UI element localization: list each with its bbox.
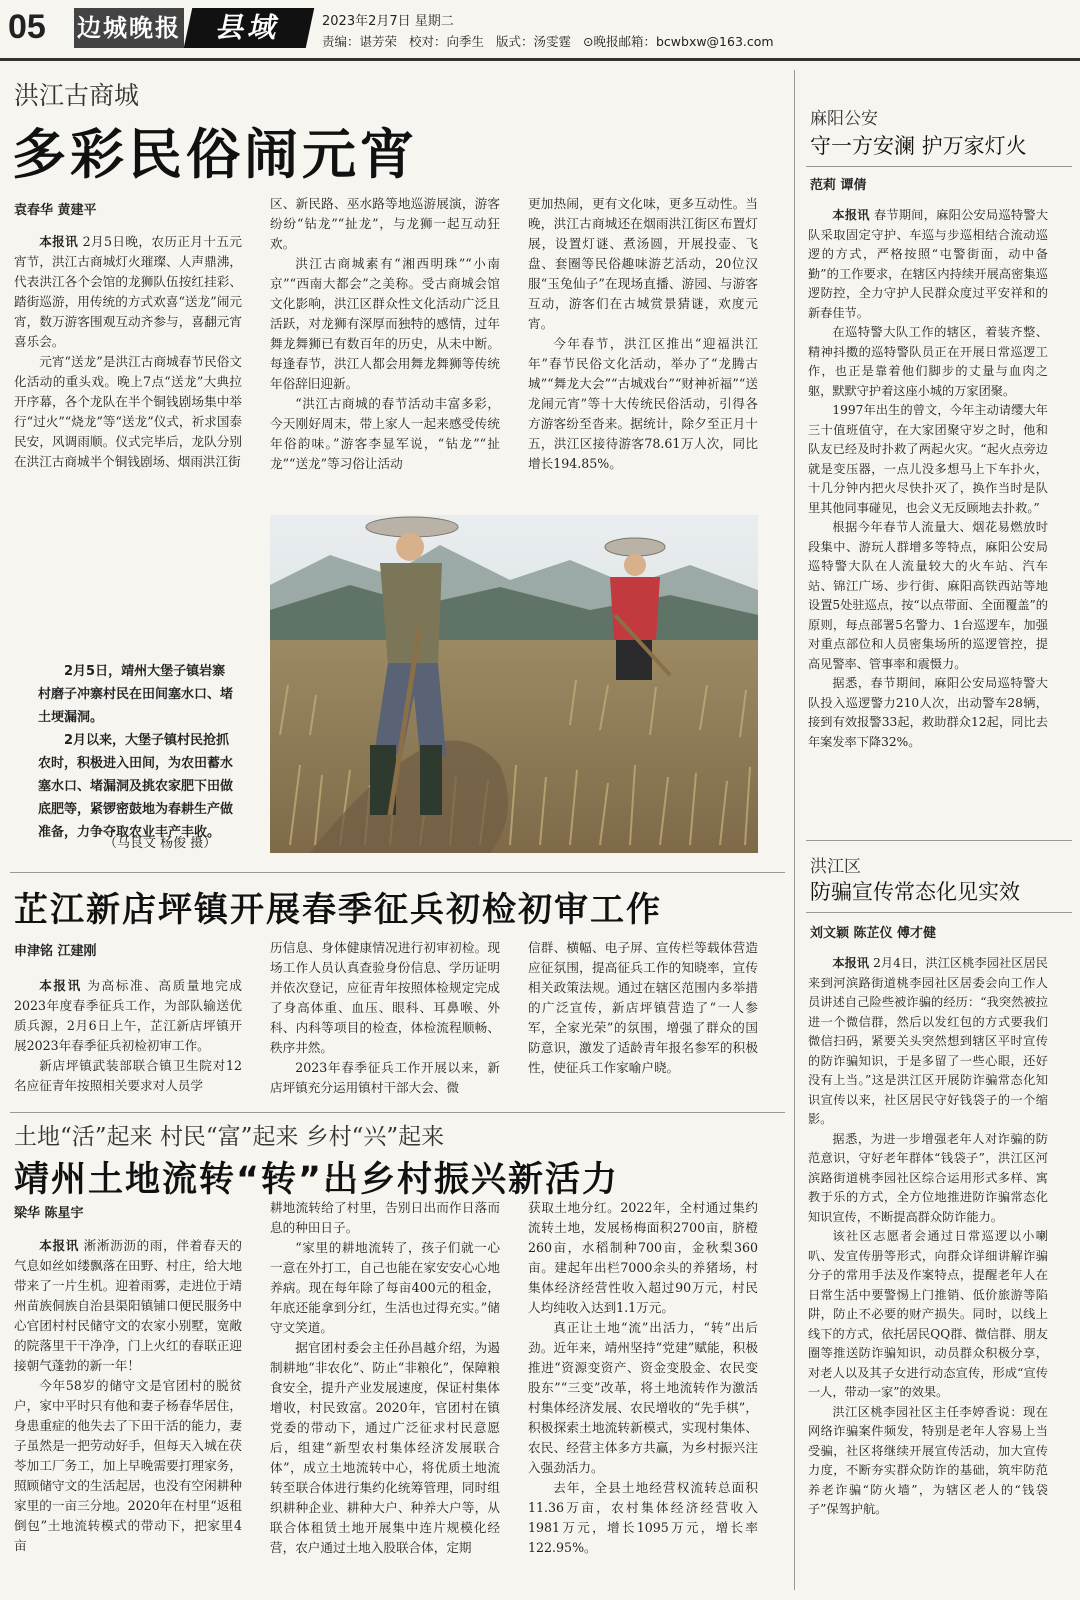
paragraph-text: 新店坪镇武装部联合镇卫生院对12名应征青年按照相关要求对人员学 [14,1058,242,1093]
article3-col1 [14,1236,242,1556]
article2-headline: 芷江新店坪镇开展春季征兵初检初审工作 [14,890,662,930]
article2-rule [10,872,785,873]
photo-caption-2: 2月以来，大堡子镇村民抢抓农时，积极进入田间，为农田蓄水塞水口、堵漏洞及挑农家肥下田做底肥等，紧锣密鼓地为春耕生产做准备，力争夺取农业丰产丰收。 [38,733,234,840]
article1-byline: 袁春华 黄建平 [14,203,97,218]
paragraph [270,1058,500,1098]
paragraph [14,352,242,472]
paragraph [528,334,758,474]
proofreader: 校对：向季生 [409,34,485,49]
section-name: 县域 [184,8,315,48]
staff-line [322,32,782,50]
paragraph-text: 据悉，春节期间，麻阳公安局巡特警大队投入巡逻警力210人次，出动警车28辆，接到有效报警33起，救助群众12起，同比去年案发率下降32%。 [808,676,1048,749]
editor: 责编：谌芳荣 [322,34,398,49]
photo-caption-1: 2月5日，靖州大堡子镇岩寨村磨子冲寨村民在田间塞水口、堵土埂漏洞。 [38,664,234,725]
paragraph-text: 耕地流转给了村里，告别日出而作日落而息的种田日子。 [270,1200,500,1235]
paragraph [808,954,1048,1130]
paragraph [270,938,500,1058]
paragraph [270,254,500,394]
paragraph [528,1478,758,1558]
right2-rule [806,912,1072,913]
paragraph [14,232,242,352]
paragraph-text: 在巡特警大队工作的辖区，着装齐整、精神抖擞的巡特警队员正在开展日常巡逻工作，也正是靠着他们脚步的丈量与血肉之躯，默默守护着这座小城的万家团聚。 [808,325,1048,398]
right1-rule [806,166,1072,167]
paragraph [808,1403,1048,1520]
paragraph [270,194,500,254]
paragraph-text: 据官团村委会主任孙昌越介绍，为遏制耕地“非农化”、防止“非粮化”，保障粮食安全，提升产业发展速度，保证村集体增收，村民致富。2020年，官团村在镇党委的带动下，通过广泛征求村民意愿后，组建“新型农村集体经济发展联合体”，成立土地流转中心，将优质土地流转至联合体进行集约化统筹管理，同时组织耕种企业、耕种大户、种养大户等，从联合体租赁土地开展集中连片规模化经营，农户通过土地入股联合体，定期 [270,1340,500,1555]
lead-label: 本报讯 [39,1238,79,1253]
paragraph [14,1236,242,1376]
paragraph-text: 元宵“送龙”是洪江古商城春节民俗文化活动的重头戏。晚上7点“送龙”大典拉开序幕，各个龙队在半个铜钱剧场集中举行“过火”“烧龙”等“送龙”仪式，祈求国泰民安，风调雨顺。仪式完毕后，龙队分别在洪江古商城半个铜钱剧场、烟雨洪江街 [14,354,242,469]
lead-label: 本报讯 [39,234,79,249]
article1-col3 [528,194,758,474]
paragraph-text: 去年，全县土地经营权流转总面积11.36万亩，农村集体经济经营收入1981万元，增长1095万元，增长率122.95%。 [528,1480,758,1555]
article3-headline: 靖州土地流转“转”出乡村振兴新活力 [14,1160,620,1200]
paragraph [528,1318,758,1478]
paragraph-text: 淅淅沥沥的雨，伴着春天的气息如丝如缕飘落在田野、村庄，给大地带来了一片生机。迎着雨雾，走进位于靖州苗族侗族自治县渠阳镇铺口便民服务中心官团村村民储守文的农家小别墅，宽敞的院落里干干净净，门上火红的春联正迎接朝气蓬勃的新一年！ [14,1238,242,1373]
paragraph-text: 获取土地分红。2022年，全村通过集约流转土地，发展杨梅面积2700亩，脐橙260亩，水稻制种700亩，金秋梨360亩。建起年出栏7000余头的养猪场，村集体经济经营性收入超过90万元，村民人均纯收入达到1.1万元。 [528,1200,758,1315]
paragraph-text: 1997年出生的曾文，今年主动请缨大年三十值班值守，在大家团聚守岁之时，他和队友已经及时扑救了两起火灾。“起火点旁边就是变压器，一点儿没多想马上下车扑火，十几分钟内把火尽快扑灭了，换作当时是队里其他同事碰见，也会义无反顾地去扑救。” [808,403,1048,515]
page-number: 05 [8,8,46,46]
paragraph-text: 真正让土地“流”出活力，“转”出后劲。近年来，靖州坚持“党建”赋能，积极推进“资源变资产、资金变股金、农民变股东”“三变”改革，将土地流转作为激活村集体经济发展、农民增收的“先手棋”，积极探索土地流转新模式，实现村集体、农民、经营主体多方共赢，为乡村振兴注入强劲活力。 [528,1320,758,1475]
paragraph-text: “家里的耕地流转了，孩子们就一心一意在外打工，自己也能在家安安心心地养病。现在每年除了每亩400元的租金，年底还能拿到分红，生活也过得充实。”储守文笑道。 [270,1240,500,1335]
designer: 版式：汤雯霆 [496,34,572,49]
paragraph-text: 该社区志愿者会通过日常巡逻以小喇叭、发宣传册等形式，向群众详细讲解诈骗分子的常用手法及作案特点，提醒老年人在日常生活中要警惕上门推销、低价旅游等陷阱，防止不必要的财产损失。同时，以线上线下的方式，依托居民QQ群、微信群、朋友圈等推送防诈骗知识，动员群众积极分享，对老人以及其子女进行动态宣传，形成“宣传一人，带动一家”的效果。 [808,1229,1048,1399]
column-divider [794,70,795,1590]
paragraph-text: 更加热闹，更有文化味，更多互动性。当晚，洪江古商城还在烟雨洪江街区布置灯展，设置灯谜、煮汤圆，开展投壶、飞盘、套圈等民俗趣味游艺活动，20位汉服“玉兔仙子”在现场直播、游园、与游客互动，游客们在古城赏景猜谜，欢度元宵。 [528,196,758,331]
paragraph [808,206,1048,323]
paragraph-text: 洪江古商城素有“湘西明珠”“小南京”“西南大都会”之美称。受古商城会馆文化影响，洪江区群众性文化活动广泛且活跃，对龙狮有深厚而独特的感情，过年舞龙舞狮已有数百年的历史，从未中断。每逢春节，洪江人都会用舞龙舞狮等传统年俗辞旧迎新。 [270,256,500,391]
right2-byline: 刘文颖 陈芷仪 傅才健 [810,926,937,941]
right2-kicker: 洪江区 [810,857,861,877]
right2-headline: 防骗宣传常态化见实效 [810,880,1020,904]
paragraph-text: 为高标准、高质量地完成2023年度春季征兵工作，为部队输送优质兵源，2月6日上午，芷江新店坪镇开展2023年春季征兵初检初审工作。 [14,978,242,1053]
paragraph-text: 今年春节，洪江区推出“迎福洪江年”春节民俗文化活动，举办了“龙腾古城”“舞龙大会”“古城戏台”“财神祈福”“送龙闹元宵”等十大传统民俗活动，引得各方游客纷至沓来。据统计，除夕至正月十五，洪江区接待游客78.61万人次，同比增长194.85%。 [528,336,758,471]
right1-body [808,206,1048,752]
article1-headline: 多彩民俗闹元宵 [12,123,418,186]
paragraph [14,976,242,1056]
article1-col2 [270,194,500,474]
paragraph [528,194,758,334]
article2-byline: 申津铭 江建刚 [14,944,97,959]
paragraph-text: 据悉，为进一步增强老年人对诈骗的防范意识，守好老年群体“钱袋子”，洪江区河滨路街道桃李园社区综合运用形式多样、寓教于乐的方式，全方位地推进防诈骗常态化知识宣传，不断提高群众防诈能力。 [808,1131,1048,1224]
right1-kicker: 麻阳公安 [810,109,878,129]
paragraph [270,1238,500,1338]
paper-name: 边城晚报 [74,8,184,48]
article1-col1 [14,232,242,472]
article3-byline: 梁华 陈星宇 [14,1206,84,1221]
lead-label: 本报讯 [832,208,870,222]
article2-col1 [14,976,242,1096]
photo-caption [38,660,234,844]
article3-kicker: 土地“活”起来 村民“富”起来 乡村“兴”起来 [14,1124,445,1150]
farm-photo [270,515,758,853]
article3-col3 [528,1198,758,1558]
article3-col2 [270,1198,500,1558]
paragraph-text: 根据今年春节人流量大、烟花易燃放时段集中、游玩人群增多等特点，麻阳公安局巡特警大队在人流量较大的火车站、汽车站、锦江广场、步行街、麻阳高铁西站等地设置5处驻巡点，按“以点带面、全面覆盖”的原则，每点部署5名警力、1台巡逻车，加强对重点部位和人员密集场所的巡逻管控，提高见警率、管事率和震慑力。 [808,520,1048,671]
paragraph [808,1130,1048,1228]
email: ⊙晚报邮箱：bcwbxw@163.com [583,34,774,49]
paragraph-text: 2月4日，洪江区桃李园社区居民来到河滨路街道桃李园社区居委会向工作人员讲述自己险些被诈骗的经历：“我突然被拉进一个微信群，然后以发红包的方式要我们微信扫码，紧要关头突然想到辖区平时宣传的防诈骗知识，于是多留了一些心眼，还好没有上当。”这是洪江区开展防诈骗常态化知识宣传以来，社区居民守好钱袋子的一个缩影。 [808,956,1048,1126]
lead-label: 本报讯 [832,956,870,970]
article1-kicker: 洪江古商城 [14,81,140,110]
masthead-rule [0,58,1080,61]
article2-col3 [528,938,758,1078]
paragraph-text: 洪江区桃李园社区主任李婷香说：现在网络诈骗案件频发，特别是老年人容易上当受骗，社区将继续开展宣传活动，加大宣传力度，不断夯实群众防诈的基础，筑牢防范养老诈骗“防火墙”，为辖区老人的“钱袋子”保驾护航。 [808,1404,1048,1516]
right2-body [808,954,1048,1520]
paragraph-text: 春节期间，麻阳公安局巡特警大队采取固定守护、车巡与步巡相结合流动巡逻的方式，严格按照“屯警街面，动中备勤”的工作要求，在辖区内持续开展高密集巡逻防控，全力守护人民群众度过平安祥和的新春佳节。 [808,208,1049,320]
paragraph [808,323,1048,401]
paragraph [14,1056,242,1096]
lead-label: 本报讯 [39,978,82,993]
paragraph-text: 区、新民路、巫水路等地巡游展演，游客纷纷“钻龙”“扯龙”，与龙狮一起互动狂欢。 [270,196,500,251]
paragraph [270,394,500,474]
paragraph [270,1338,500,1558]
paragraph [808,518,1048,674]
masthead [0,0,1080,64]
paragraph [14,1376,242,1556]
right1-headline: 守一方安澜 护万家灯火 [810,134,1027,158]
paragraph-text: 2月5日晚，农历正月十五元宵节，洪江古商城灯火璀璨、人声鼎沸，代表洪江各个会馆的龙狮队伍按红挂彩、踏街巡游，用传统的方式欢喜“送龙”闹元宵，数万游客围观互动齐参与，喜翻元宵喜乐会。 [14,234,243,349]
paragraph [270,1198,500,1238]
paragraph-text: 历信息、身体健康情况进行初审初检。现场工作人员认真查验身份信息、学历证明并依次登记，应征青年按照体检规定完成了身高体重、血压、眼科、耳鼻喉、外科、内科等项目的检查，体检流程顺畅、秩序井然。 [270,940,500,1055]
paragraph-text: 信群、横幅、电子屏、宣传栏等载体营造应征氛围，提高征兵工作的知晓率，宣传相关政策法规。通过在辖区范围内多举措的广泛宣传，新店坪镇营造了“一人参军，全家光荣”的氛围，增强了群众的国防意识，激发了适龄青年报名参军的积极性，使征兵工作家喻户晓。 [528,940,758,1075]
right1-byline: 范莉 谭倩 [810,178,867,193]
paragraph-text: 2023年春季征兵工作开展以来，新店坪镇充分运用镇村干部大会、微 [270,1060,500,1095]
paragraph [808,401,1048,518]
issue-date: 2023年2月7日 星期二 [322,14,454,29]
photo-credit: （马良文 杨俊 摄） [104,836,217,851]
paragraph-text: 今年58岁的储守文是官团村的脱贫户，家中平时只有他和妻子杨春华居住，身患重症的他失去了下田干活的能力，妻子虽然是一把劳动好手，但每天入城在茯苓加工厂务工，加上早晚需要打理家务，照顾储守文的生活起居，也没有空闲耕种家里的一亩三分地。2020年在村里“返租倒包”土地流转模式的带动下，把家里4亩 [14,1378,242,1553]
paragraph-text: “洪江古商城的春节活动丰富多彩，今天刚好周末，带上家人一起来感受传统年俗韵味。”游客李显军说，“钻龙”“扯龙”“送龙”等习俗让活动 [270,396,500,471]
paragraph [808,674,1048,752]
article3-rule [10,1112,785,1113]
paragraph [528,938,758,1078]
right2-rule-top [806,840,1072,841]
paragraph [528,1198,758,1318]
article2-col2 [270,938,500,1098]
paragraph [808,1227,1048,1403]
